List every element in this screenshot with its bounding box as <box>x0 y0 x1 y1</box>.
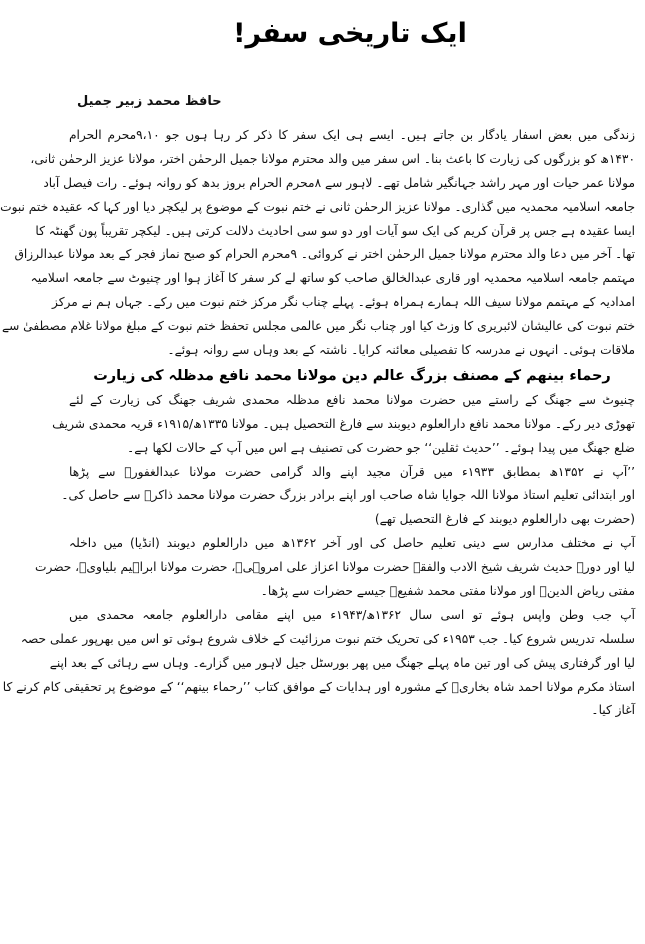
paragraph-teaching <box>2 604 635 723</box>
text-line: چنیوٹ سے جھنگ کے راستے میں حضرت مولانا محمد نافع مدظلہ محمدی شریف جھنگ کی زیارت کے لئے <box>69 392 635 407</box>
text-line: جامعہ اسلامیہ محمدیہ میں گذاری۔ مولانا عزیز الرحمٰن ثانی نے ختم نبوت کے موضوع پر لیکچر دیا اور کہا کہ عقیدہ ختم نبوت <box>0 199 635 214</box>
text-line: (حضرت بھی دارالعلوم دیوبند کے فارغ التحصیل تھے) <box>374 512 635 527</box>
text-line: سلسلہ تدریس شروع کیا۔ جب ۱۹۵۳ء کی تحریک ختم نبوت مرزائیت کے خلاف شروع ہوئی تو اس میں بھرپور عملی حصہ <box>20 631 635 646</box>
author-name: حافظ محمد زبیر جمیل <box>77 94 222 109</box>
text-line: ختم نبوت کی عالیشان لائبریری کا وزٹ کیا اور چناب نگر میں عالمی مجلس تحفظ ختم نبوت کے مبلغ مولانا غلام مصطفیٰ سے <box>1 319 635 334</box>
text-line: ملاقات ہوئی۔ انہوں نے مدرسہ کا تفصیلی معائنہ کرایا۔ ناشتہ کے بعد وہاں سے روانہ ہوئے۔ <box>167 343 635 358</box>
text-line: لیا اور دورہ حدیث شریف شیخ الادب والفقہ حضرت مولانا اعزاز علی امروہیؒ، حضرت مولانا ابراہیم بلیاویؒ، حضرت <box>35 560 635 575</box>
text-line: استاذ مکرم مولانا احمد شاہ بخاریؒ کے مشورہ اور ہدایات کے موافق کتاب ’’رحماء بینھم‘‘ کے موضوع پر تحقیقی کام کرنے کا <box>2 679 635 694</box>
paragraph-deoband <box>35 532 636 604</box>
article-author <box>77 92 637 112</box>
text-line: زندگی میں بعض اسفار یادگار بن جاتے ہیں۔ ایسے ہی ایک سفر کا ذکر کر رہا ہوں جو ۹،۱۰محرم الحرام <box>69 128 635 142</box>
text-line: تھا۔ آخر میں دعا والد محترم مولانا جمیل الرحمٰن اختر نے کروائی۔ ۹محرم الحرام کو صبح نماز فجر کے بعد مولانا عبدالرزاق <box>14 247 635 262</box>
text-line: امدادیہ کے مہتمم مولانا سیف اللہ ہمارے ہمراہ ہوئے۔ پہلے چناب نگر مرکز ختم نبوت میں رکے۔ جہاں ہم نے مرکز <box>52 295 635 310</box>
text-line: مولانا عمر حیات اور مہر راشد جہانگیر شامل تھے۔ لاہور سے ۸محرم الحرام بروز بدھ کو روانہ ہوئے۔ رات فیصل آباد <box>43 175 635 190</box>
text-line: آپ جب وطن واپس ہوئے تو اسی سال ۱۳۶۲ھ/۱۹۴۳ء میں اپنے مقامی دارالعلوم جامعہ محمدی میں <box>69 607 635 622</box>
article-body <box>0 124 636 723</box>
paragraph-intro <box>0 124 635 363</box>
text-line: مفتی ریاض الدینؒ اور مولانا مفتی محمد شفیعؒ جیسے حضرات سے پڑھا۔ <box>260 584 635 599</box>
text-line: ’’آپ نے ۱۳۵۲ھ بمطابق ۱۹۳۳ء میں قرآن مجید اپنے والد گرامی حضرت مولانا عبدالغفورؒ سے پڑھا <box>69 464 635 479</box>
text-line: ایسا عقیدہ ہے جس پر قرآن کریم کی ایک سو آیات اور دو سو سی احادیث دلالت کرتی ہیں۔ لیکچر تقریباً پون گھنٹہ کا <box>35 223 635 238</box>
text-line: تھوڑی دیر رکے۔ مولانا محمد نافع دارالعلوم دیوبند سے فارغ التحصیل ہیں۔ مولانا ۱۳۳۵ھ/۱۹۱۵ء قریہ محمدی شریف <box>52 416 635 431</box>
text-line: آپ نے مختلف مدارس سے دینی تعلیم حاصل کی اور آخر ۱۳۶۲ھ میں دارالعلوم دیوبند (انڈیا) میں داخلہ <box>69 536 636 551</box>
text-line: ۱۴۳۰ھ کو بزرگوں کی زیارت کا باعث بنا۔ اس سفر میں والد محترم مولانا جمیل الرحمٰن اختر، مولانا عزیز الرحمٰن ثانی، <box>30 151 635 166</box>
paragraph-visit <box>52 389 635 461</box>
section-subheading: رحماء بینھم کے مصنف بزرگ عالم دین مولانا محمد نافع مدظلہ کی زیارت <box>93 367 611 384</box>
text-line: لیا اور گرفتاری پیش کی اور تین ماہ پہلے جھنگ میں پھر بورسٹل جیل لاہور میں گزارے۔ وہاں سے رہائی کے بعد اپنے <box>49 655 635 670</box>
paragraph-quote-education <box>61 461 635 533</box>
text-line: مہتمم جامعہ اسلامیہ محمدیہ اور قاری عبدالخالق صاحب کو ساتھ لے کر سفر کا آغاز ہوا اور چنیوٹ سے جامعہ اسلامیہ <box>30 271 635 286</box>
text-line: آغاز کیا۔ <box>591 703 635 718</box>
text-line: ضلع جھنگ میں پیدا ہوئے۔ ’’حدیث ثقلین‘‘ جو حضرت کی تصنیف ہے اس میں آپ کے حالات لکھا ہے۔ <box>127 440 635 455</box>
text-line: اور ابتدائی تعلیم استاذ مولانا اللہ جوایا شاہ صاحب اور اپنے برادر بزرگ حضرت مولانا محمد ذاکرؒ سے حاصل کی۔ <box>61 488 635 503</box>
article-title: ایک تاریخی سفر! <box>233 18 467 49</box>
